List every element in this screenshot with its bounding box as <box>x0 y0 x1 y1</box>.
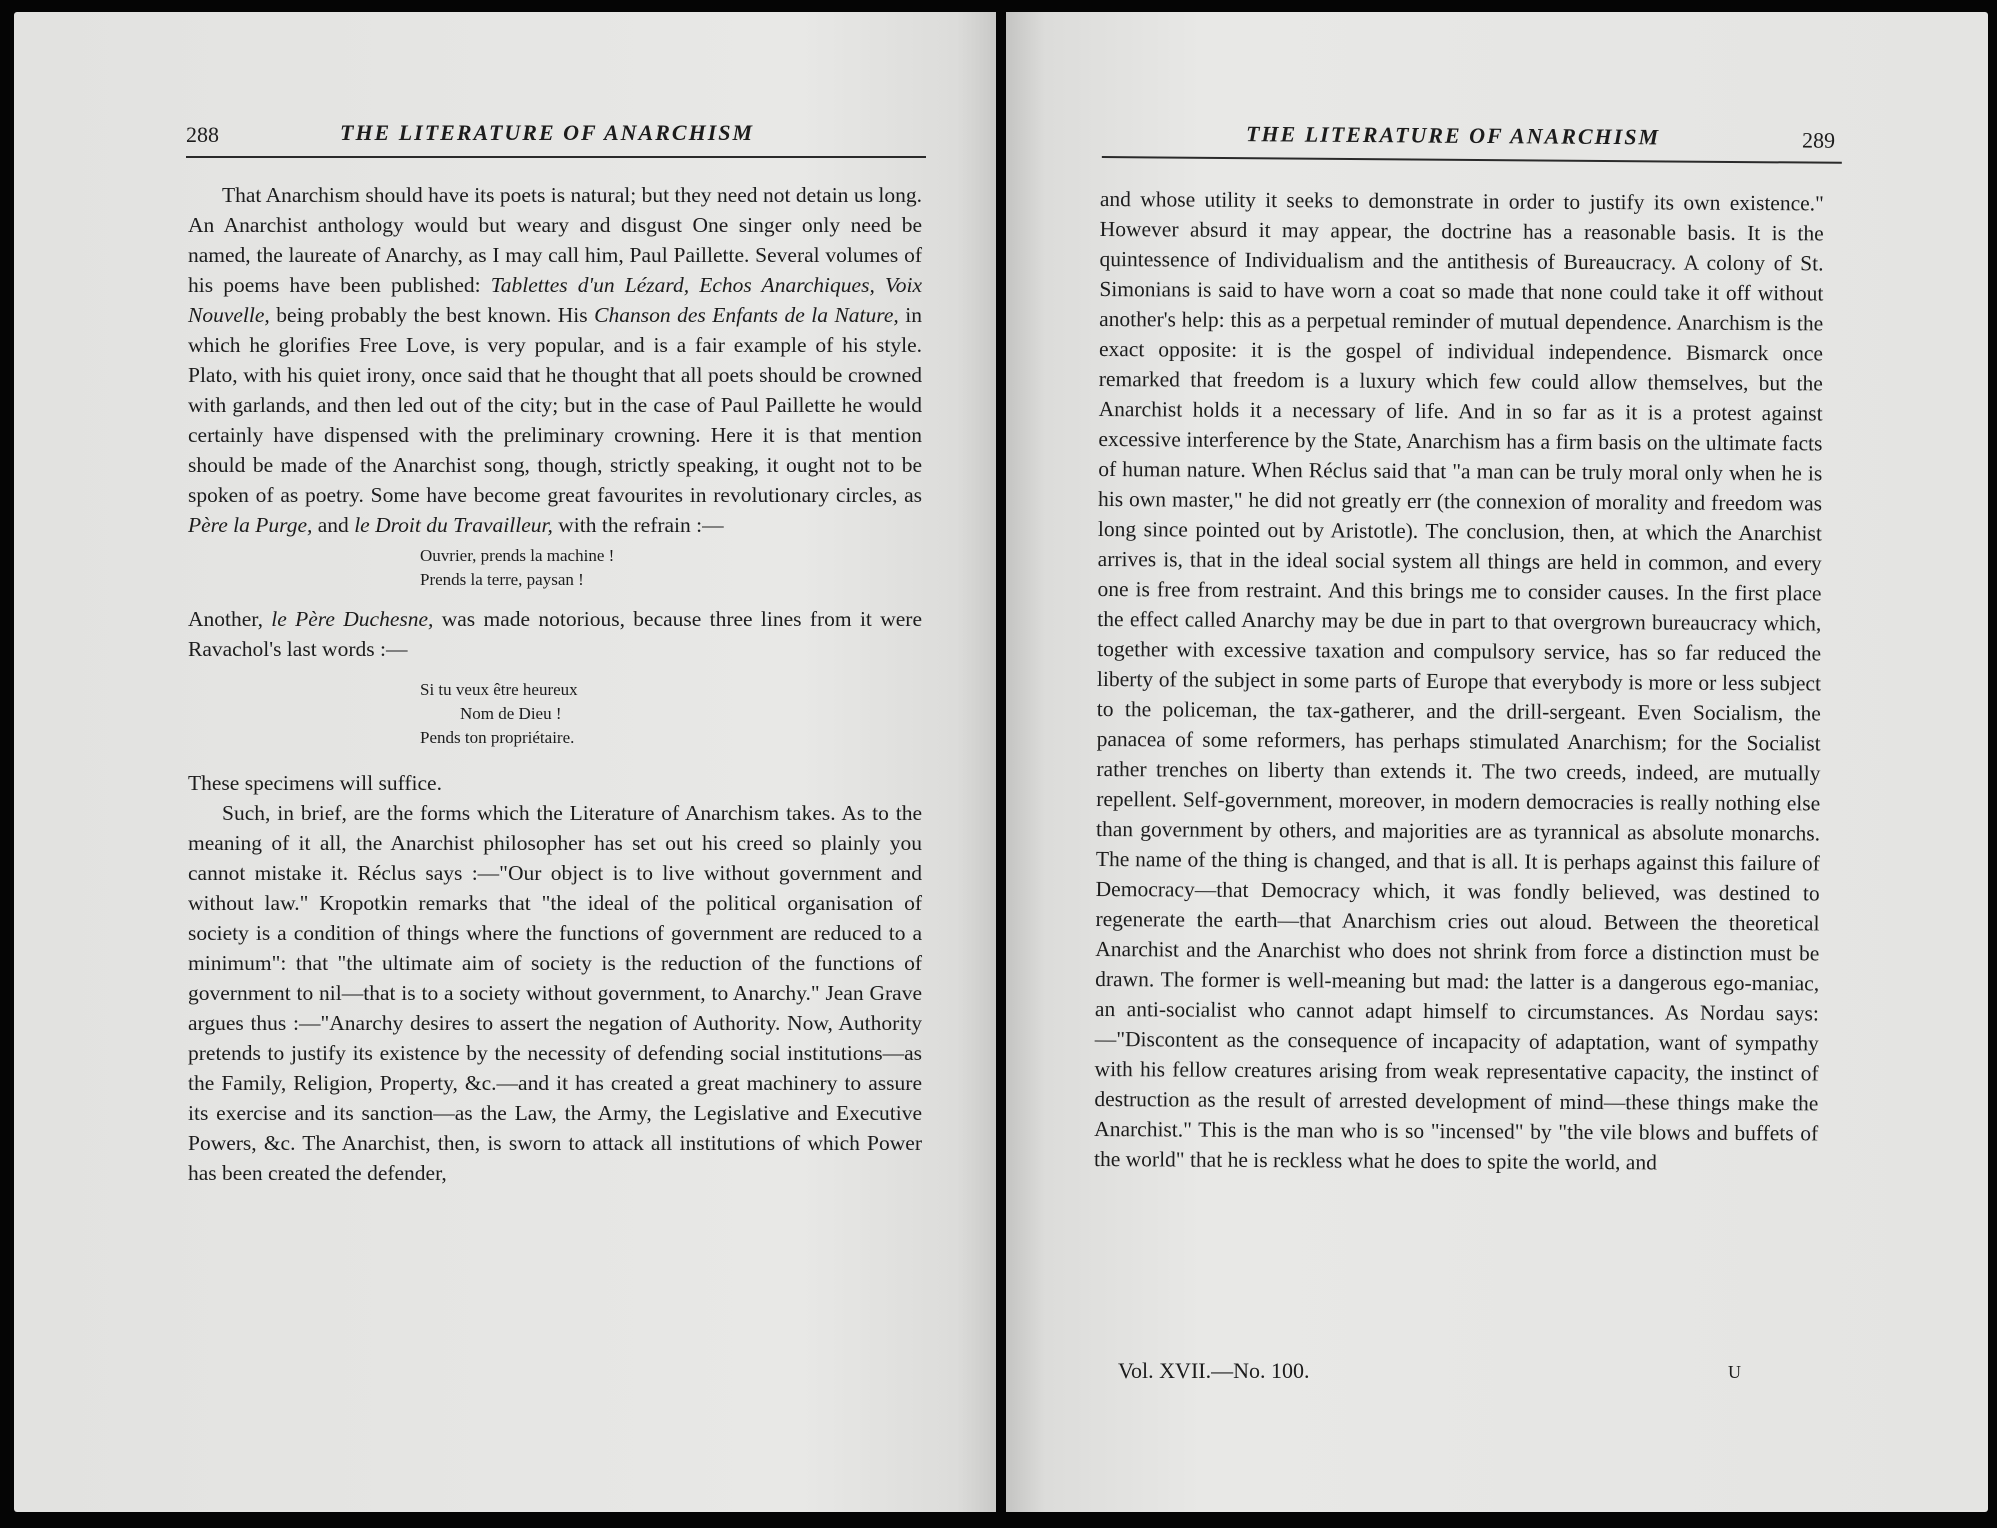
verse-line <box>420 702 922 726</box>
italic-title: Tablettes d'un Lézard, Echos Anarchiques, Voix Nouvelle, <box>188 273 922 327</box>
verse-ravachol <box>188 678 922 750</box>
text-run: in which he glorifies Free Love, is very popular, and is a fair example of his style. Plato, with his quiet irony, once said that he thought that all poets should be crowned with garlands, and then led out of the city; but in the case of Paul Paillette he would certainly have dispensed with the preliminary crowning. Here it is that mention should be made of the Anarchist song, though, strictly speaking, it ought not to be spoken of as poetry. Some have become great favourites in revolutionary circles, as <box>188 303 922 507</box>
right-page-header <box>1102 116 1842 164</box>
verse-refrain <box>188 544 922 592</box>
text-run: being probably the best known. His <box>269 303 595 327</box>
italic-title: Père la Purge, <box>188 513 313 537</box>
text-run: That Anarchism should have its poets is natural; but they need not detain us long. An Anarchist anthology would but weary and disgust One singer only need be named, the laureate of Anarchy, as I may call him, Paul Paillette. Several volumes of his poems have been published: <box>188 183 922 297</box>
left-page <box>14 12 996 1512</box>
left-running-title: THE LITERATURE OF ANARCHISM <box>340 120 755 145</box>
text-run: Another, <box>188 607 272 631</box>
text-run: and <box>312 513 355 537</box>
volume-footer: Vol. XVII.—No. 100. <box>1118 1358 1310 1383</box>
left-body-text <box>188 180 922 1188</box>
right-page <box>1006 12 1988 1512</box>
verse-line: Prends la terre, paysan ! <box>420 570 584 589</box>
right-page-number: 289 <box>1801 127 1836 153</box>
paragraph-specimens: These specimens will suffice. <box>188 771 442 795</box>
verse-line-text: Nom de Dieu ! <box>460 704 562 723</box>
paragraph-duchesne <box>188 604 922 664</box>
paragraph-meaning: Such, in brief, are the forms which the Literature of Anarchism takes. As to the meaning of it all, the Anarchist philosopher has set out his creed so plainly you cannot mistake it. Réclus says :—"Our object is to live without government and without law." Kropotkin remarks that "the ideal of the political organisation of society is a condition of things where the functions of government are reduced to a minimum": that "the ultimate aim of society is the reduction of the functions of government to nil—that is to a society without government, to Anarchy." Jean Grave argues thus :—"Anarchy desires to assert the negation of Authority. Now, Authority pretends to justify its existence by the necessity of defending social institutions—as the Family, Religion, Property, &c.—and it has created a great machinery to assure its exercise and its sanction—as the Law, the Army, the Legislative and Executive Powers, &c. The Anarchist, then, is sworn to attack all institutions of which Power has been created the defender, <box>188 801 922 1185</box>
italic-title: Chanson des Enfants de la Nature, <box>594 303 899 327</box>
italic-title: le Père Duchesne, <box>271 607 434 631</box>
paragraph-poets <box>188 180 922 540</box>
verse-line: Ouvrier, prends la machine ! <box>420 546 615 565</box>
signature-mark: U <box>1728 1362 1741 1382</box>
left-page-header <box>186 116 926 158</box>
text-run: with the refrain :— <box>552 513 724 537</box>
verse-line: Pends ton propriétaire. <box>420 728 575 747</box>
text-run: was made notorious, because three lines from it were Ravachol's last words :— <box>188 607 923 661</box>
italic-title: le Droit du Travailleur, <box>354 513 553 537</box>
paragraph-continued: and whose utility it seeks to demonstrate in order to justify its own existence." However absurd it may appear, the doctrine has a reasonable basis. It is the quintessence of Individualism and the antithesis of Bureaucracy. A colony of St. Simonians is said to have worn a coat so made that none could take it off without another's help: this as a perpetual reminder of mutual dependence. Anarchism is the exact opposite: it is the gospel of individual independence. Bismarck once remarked that freedom is a luxury which few could allow themselves, but the Anarchist holds it a necessary of life. And in so far as it is a protest against excessive interference by the State, Anarchism has a firm basis on the ultimate facts of human nature. When Réclus said that "a man can be truly moral only when he is his own master," he did not greatly err (the connexion of morality and freedom was long since pointed out by Aristotle). The conclusion, then, at which the Anarchist arrives is, that in the ideal social system all things are held in common, and every one is free from restraint. And this brings me to consider causes. In the first place the effect called Anarchy may be due in part to that overgrown bureaucracy which, together with excessive taxation and compulsory service, has so far reduced the liberty of the subject in some parts of Europe that everybody is more or less subject to the policeman, the tax-gatherer, and the drill-sergeant. Even Socialism, the panacea of some reformers, has perhaps stimulated Anarchism; for the Socialist rather trenches on liberty than extends it. The two creeds, indeed, are mutually repellent. Self-government, moreover, in modern democracies is really nothing else than government by others, and majorities are as tyrannical as absolute monarchs. The name of the thing is changed, and that is all. It is perhaps against this failure of Democracy—that Democracy which, it was fondly believed, was destined to regenerate the earth—that Anarchism cries out aloud. Between the theoretical Anarchist and the Anarchist who does not shrink from force a distinction must be drawn. The former is well-meaning but mad: the latter is a dangerous ego-maniac, an anti-socialist who cannot adapt himself to circumstances. As Nordau says:—"Discontent as the consequence of incapacity of adaptation, want of sympathy with his fellow creatures arising from weak representative capacity, the instinct of destruction as the result of arrested development of mind—these things make the Anarchist." This is the man who is so "incensed" by "the vile blows and buffets of the world" that he is reckless what he does to spite the world, and <box>1093 186 1824 1175</box>
right-running-title: THE LITERATURE OF ANARCHISM <box>1245 121 1661 150</box>
left-page-number: 288 <box>186 122 219 147</box>
verse-line: Si tu veux être heureux <box>420 680 578 699</box>
right-body-text <box>1094 184 1824 1178</box>
